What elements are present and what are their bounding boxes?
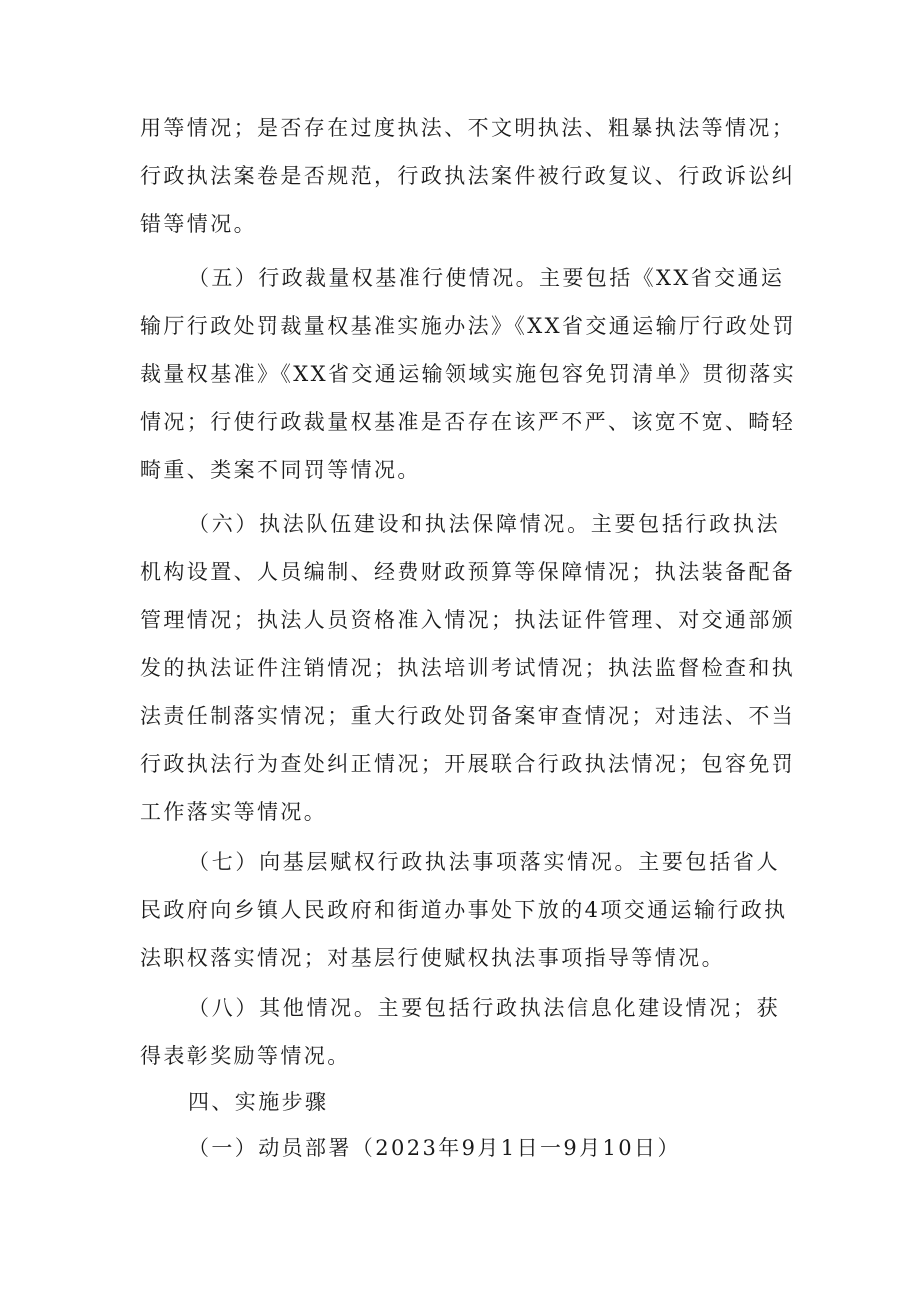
text-line: 情况；行使行政裁量权基准是否存在该严不严、该宽不宽、畸轻 — [140, 410, 796, 434]
text-line: 用等情况；是否存在过度执法、不文明执法、粗暴执法等情况； — [140, 116, 796, 140]
text-line: （五）行政裁量权基准行使情况。主要包括《XX省交通运 — [188, 266, 785, 290]
paragraph-item-8 — [140, 984, 780, 1080]
text-line: 行政执法案卷是否规范，行政执法案件被行政复议、行政诉讼纠 — [140, 164, 796, 188]
step-heading — [140, 1124, 780, 1172]
text-line: 得表彰奖励等情况。 — [140, 1044, 351, 1068]
text-line: （八）其他情况。主要包括行政执法信息化建设情况；获 — [188, 996, 780, 1020]
text-line: （六）执法队伍建设和执法保障情况。主要包括行政执法 — [188, 512, 780, 536]
paragraph-item-5 — [140, 254, 796, 494]
text-line: 四、实施步骤 — [188, 1090, 329, 1114]
text-line: 裁量权基准》《XX省交通运输领域实施包容免罚清单》贯彻落实 — [140, 362, 796, 386]
paragraph-item-6 — [140, 500, 796, 836]
text-line: 管理情况；执法人员资格准入情况；执法证件管理、对交通部颁 — [140, 608, 796, 632]
text-line: 机构设置、人员编制、经费财政预算等保障情况；执法装备配备 — [140, 560, 796, 584]
text-line: 行政执法行为查处纠正情况；开展联合行政执法情况；包容免罚 — [140, 752, 796, 776]
paragraph-item-7 — [140, 838, 788, 982]
text-line: （一）动员部署（2023年9月1日一9月10日） — [188, 1136, 681, 1160]
text-line: 工作落实等情况。 — [140, 800, 328, 824]
text-line: （七）向基层赋权行政执法事项落实情况。主要包括省人 — [188, 850, 780, 874]
text-line: 发的执法证件注销情况；执法培训考试情况；执法监督检查和执 — [140, 656, 796, 680]
text-line: 法责任制落实情况；重大行政处罚备案审查情况；对违法、不当 — [140, 704, 796, 728]
text-line: 法职权落实情况；对基层行使赋权执法事项指导等情况。 — [140, 946, 725, 970]
text-line: 畸重、类案不同罚等情况。 — [140, 458, 421, 482]
text-line: 民政府向乡镇人民政府和街道办事处下放的4项交通运输行政执 — [140, 898, 788, 922]
section-heading — [140, 1078, 780, 1126]
text-line: 输厅行政处罚裁量权基准实施办法》《XX省交通运输厅行政处罚 — [140, 314, 796, 338]
paragraph-continuation — [140, 104, 796, 248]
text-line: 错等情况。 — [140, 212, 257, 236]
